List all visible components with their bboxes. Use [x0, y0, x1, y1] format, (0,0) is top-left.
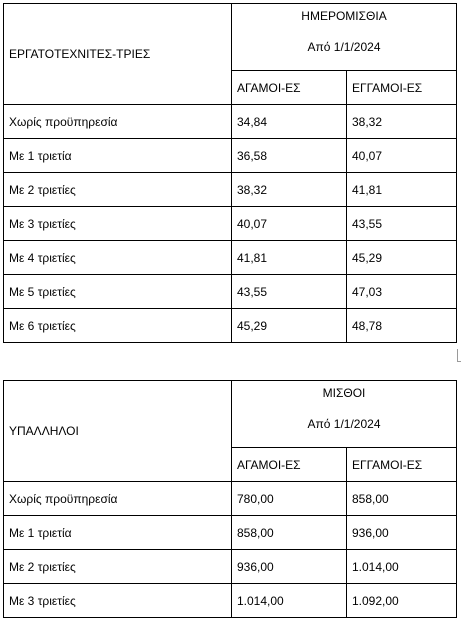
value-married: 41,81	[347, 173, 457, 207]
value-married: 38,32	[347, 105, 457, 139]
value-married: 40,07	[347, 139, 457, 173]
value-single: 45,29	[232, 309, 347, 343]
row-label: Χωρίς προϋπηρεσία	[4, 105, 232, 139]
row-label: Με 6 τριετίες	[4, 309, 232, 343]
value-single: 43,55	[232, 275, 347, 309]
category-header: ΕΡΓΑΤΟΤΕΧΝΙΤΕΣ-ΤΡΙΕΣ	[4, 4, 232, 105]
daily-wages-table	[3, 3, 457, 343]
row-label: Με 2 τριετίες	[4, 173, 232, 207]
monthly-salaries-table	[3, 380, 457, 618]
value-single: 38,32	[232, 173, 347, 207]
category-header: ΥΠΑΛΛΗΛΟΙ	[4, 381, 232, 482]
table-row	[4, 275, 457, 309]
paragraph-end-mark	[457, 349, 461, 362]
value-married: 1.014,00	[347, 550, 457, 584]
effective-date: Από 1/1/2024	[307, 40, 381, 54]
group-header	[232, 4, 457, 71]
row-label: Με 2 τριετίες	[4, 550, 232, 584]
value-single: 1.014,00	[232, 584, 347, 618]
row-label: Με 5 τριετίες	[4, 275, 232, 309]
table-row	[4, 173, 457, 207]
value-married: 43,55	[347, 207, 457, 241]
table-row	[4, 516, 457, 550]
table-row	[4, 309, 457, 343]
value-married: 45,29	[347, 241, 457, 275]
value-married: 47,03	[347, 275, 457, 309]
effective-date: Από 1/1/2024	[307, 417, 381, 431]
value-single: 858,00	[232, 516, 347, 550]
table-row	[4, 584, 457, 618]
value-single: 40,07	[232, 207, 347, 241]
table-row	[4, 105, 457, 139]
table-row	[4, 550, 457, 584]
value-single: 36,58	[232, 139, 347, 173]
column-header-married: ΕΓΓΑΜΟΙ-ΕΣ	[347, 71, 457, 105]
row-label: Με 4 τριετίες	[4, 241, 232, 275]
column-header-single: ΑΓΑΜΟΙ-ΕΣ	[232, 448, 347, 482]
table-row	[4, 482, 457, 516]
table-header-row	[4, 381, 457, 448]
group-title: ΜΙΣΘΟΙ	[322, 386, 366, 400]
row-label: Με 1 τριετία	[4, 139, 232, 173]
value-single: 34,84	[232, 105, 347, 139]
table-row	[4, 139, 457, 173]
value-single: 41,81	[232, 241, 347, 275]
column-header-married: ΕΓΓΑΜΟΙ-ΕΣ	[347, 448, 457, 482]
value-single: 780,00	[232, 482, 347, 516]
group-header	[232, 381, 457, 448]
value-single: 936,00	[232, 550, 347, 584]
value-married: 1.092,00	[347, 584, 457, 618]
group-title: ΗΜΕΡΟΜΙΣΘΙΑ	[301, 9, 387, 23]
table-header-row	[4, 4, 457, 71]
table-row	[4, 241, 457, 275]
row-label: Χωρίς προϋπηρεσία	[4, 482, 232, 516]
row-label: Με 1 τριετία	[4, 516, 232, 550]
table-row	[4, 207, 457, 241]
column-header-single: ΑΓΑΜΟΙ-ΕΣ	[232, 71, 347, 105]
value-married: 48,78	[347, 309, 457, 343]
value-married: 858,00	[347, 482, 457, 516]
row-label: Με 3 τριετίες	[4, 584, 232, 618]
row-label: Με 3 τριετίες	[4, 207, 232, 241]
value-married: 936,00	[347, 516, 457, 550]
